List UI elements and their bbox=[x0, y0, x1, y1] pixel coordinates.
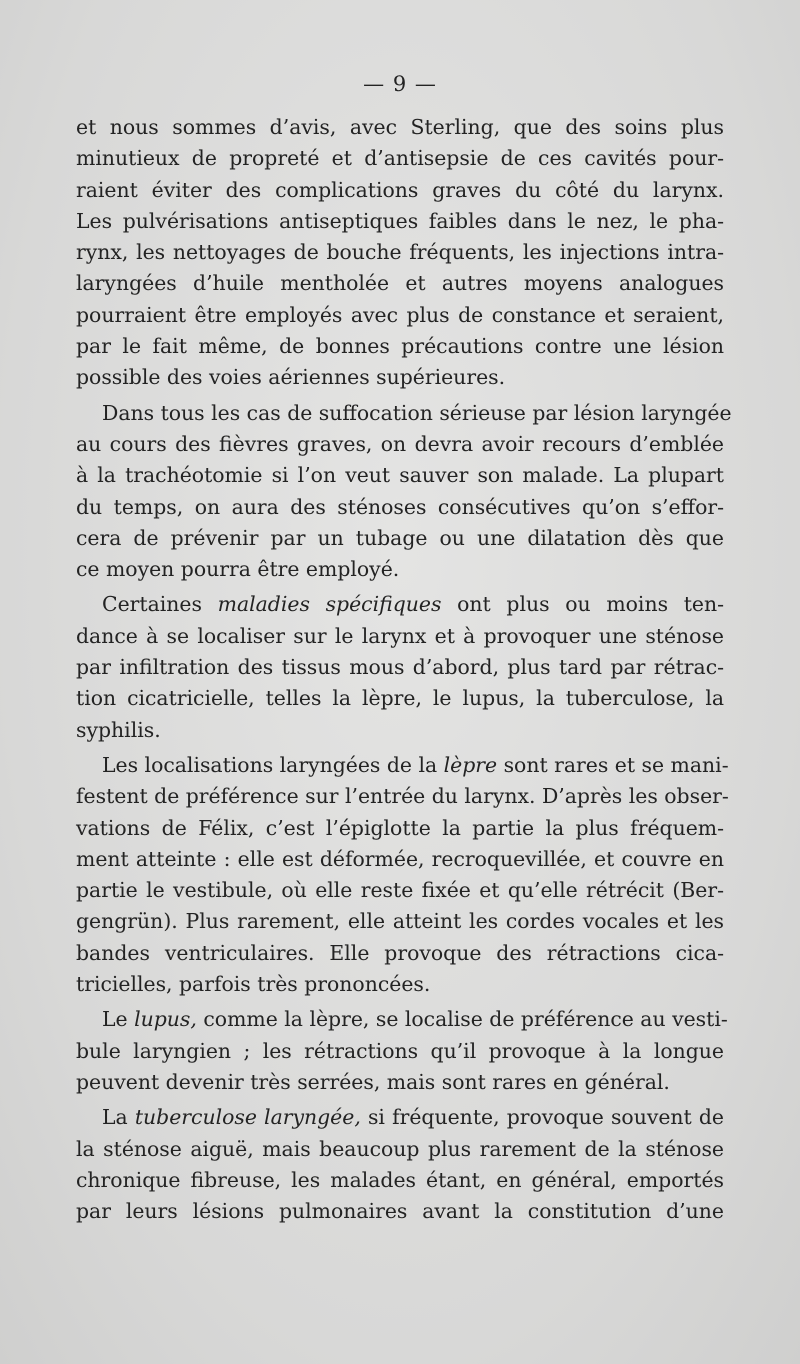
text-line: pourraient être employés avec plus de constance et seraient, bbox=[76, 302, 724, 327]
text-line: Le lupus, comme la lèpre, se localise de préférence au vesti- bbox=[102, 1007, 728, 1032]
text-line: Les localisations laryngées de la lèpre sont rares et se mani- bbox=[102, 752, 729, 777]
italic-term: tuberculose laryngée, bbox=[134, 1105, 361, 1130]
text-line: tion cicatricielle, telles la lèpre, le lupus, la tuberculose, la bbox=[76, 686, 724, 711]
text-line: à la trachéotomie si l’on veut sauver son malade. La plupart bbox=[76, 463, 724, 488]
text-line: chronique fibreuse, les malades étant, en général, emportés bbox=[76, 1167, 724, 1192]
paragraph bbox=[76, 398, 732, 586]
text-line: bule laryngien ; les rétractions qu’il provoque à la longue bbox=[76, 1038, 724, 1063]
paragraph bbox=[76, 1102, 724, 1227]
page-number: — 9 — bbox=[363, 72, 437, 96]
text-line: la sténose aiguë, mais beaucoup plus rarement de la sténose bbox=[76, 1136, 724, 1161]
italic-term: lupus, bbox=[134, 1007, 197, 1032]
text-line: La tuberculose laryngée, si fréquente, provoque souvent de bbox=[102, 1105, 724, 1130]
text-line: ment atteinte : elle est déformée, recroquevillée, et couvre en bbox=[76, 846, 724, 871]
text-line: cera de prévenir par un tubage ou une dilatation dès que bbox=[76, 525, 724, 550]
text-line: par le fait même, de bonnes précautions contre une lésion bbox=[76, 334, 724, 359]
text-line: peuvent devenir très serrées, mais sont rares en général. bbox=[76, 1069, 670, 1094]
text-line: gengrün). Plus rarement, elle atteint les cordes vocales et les bbox=[76, 909, 724, 934]
body-text bbox=[76, 112, 732, 1231]
text-line: par leurs lésions pulmonaires avant la constitution d’une bbox=[76, 1199, 724, 1224]
text-line: Certaines maladies spécifiques ont plus ou moins ten- bbox=[102, 592, 725, 617]
text-line: syphilis. bbox=[76, 717, 161, 742]
text-line: par infiltration des tissus mous d’abord, plus tard par rétrac- bbox=[76, 655, 724, 680]
italic-term: maladies spécifiques bbox=[217, 592, 442, 617]
paragraph bbox=[76, 750, 729, 1000]
text-line: partie le vestibule, où elle reste fixée et qu’elle rétrécit (Ber- bbox=[76, 878, 724, 903]
text-line: ce moyen pourra être employé. bbox=[76, 557, 400, 582]
text-line: tricielles, parfois très prononcées. bbox=[76, 972, 431, 997]
text-line: bandes ventriculaires. Elle provoque des rétractions cica- bbox=[76, 940, 724, 965]
paragraph bbox=[76, 1004, 728, 1098]
text-line: Dans tous les cas de suffocation sérieuse par lésion laryngée bbox=[102, 400, 732, 425]
text-line: possible des voies aériennes supérieures. bbox=[76, 365, 506, 390]
text-line: et nous sommes d’avis, avec Sterling, que des soins plus bbox=[76, 115, 724, 139]
text-line: dance à se localiser sur le larynx et à provoquer une sténose bbox=[76, 623, 724, 648]
text-line: rynx, les nettoyages de bouche fréquents, les injections intra- bbox=[76, 240, 724, 265]
text-line: minutieux de propreté et d’antisepsie de ces cavités pour- bbox=[76, 146, 724, 171]
text-line: Les pulvérisations antiseptiques faibles dans le nez, le pha- bbox=[76, 208, 724, 233]
text-line: laryngées d’huile mentholée et autres moyens analogues bbox=[76, 271, 724, 296]
text-line: festent de préférence sur l’entrée du larynx. D’après les obser- bbox=[76, 784, 729, 809]
text-line: au cours des fièvres graves, on devra avoir recours d’emblée bbox=[76, 431, 724, 456]
text-line: vations de Félix, c’est l’épiglotte la partie la plus fréquem- bbox=[76, 815, 724, 840]
paragraph bbox=[76, 589, 724, 745]
text-line: du temps, on aura des sténoses consécutives qu’on s’effor- bbox=[76, 494, 724, 519]
italic-term: lèpre bbox=[443, 752, 498, 777]
paragraph bbox=[76, 112, 724, 394]
text-line: raient éviter des complications graves du côté du larynx. bbox=[76, 177, 724, 202]
